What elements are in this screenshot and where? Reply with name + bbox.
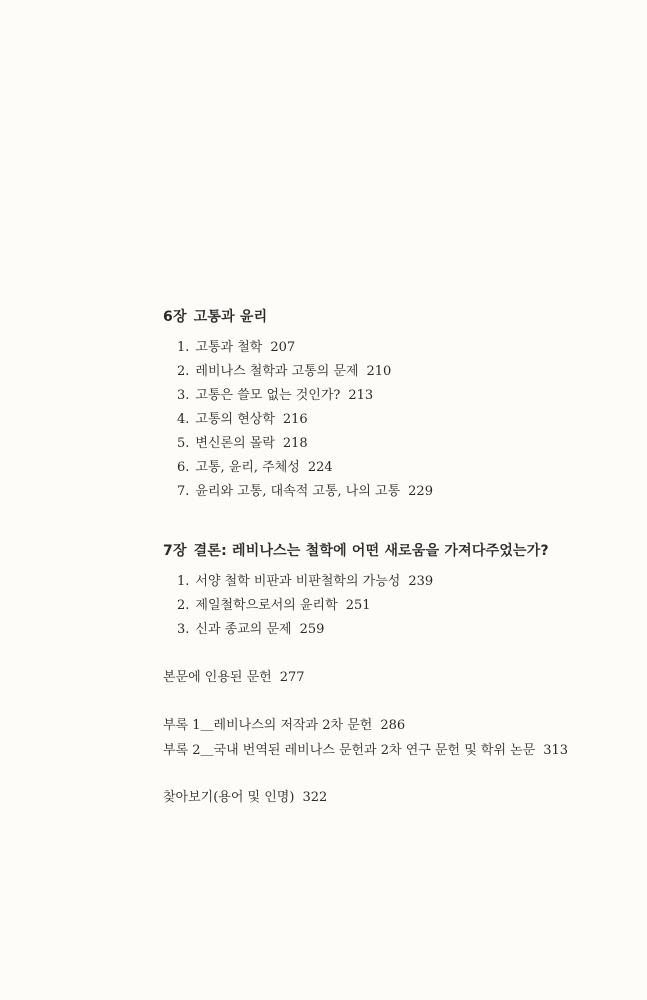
toc-item	[177, 594, 623, 618]
entry-page: 322	[302, 790, 328, 805]
item-page: 210	[366, 364, 392, 379]
toc-entry-references	[163, 666, 305, 690]
item-title: 서양 철학 비판과 비판철학의 가능성	[195, 574, 401, 589]
item-title: 윤리와 고통, 대속적 고통, 나의 고통	[195, 484, 401, 499]
item-number: 1.	[177, 574, 190, 589]
item-title: 고통은 쓸모 없는 것인가?	[195, 388, 341, 403]
chapter-6-number: 6장	[163, 309, 187, 325]
entry-title: 본문에 인용된 문헌	[163, 670, 272, 685]
toc-item	[177, 432, 623, 456]
item-number: 5.	[177, 436, 190, 451]
toc-entry-index	[163, 786, 327, 810]
item-title: 레비나스 철학과 고통의 문제	[195, 364, 359, 379]
item-number: 2.	[177, 598, 190, 613]
item-number: 2.	[177, 364, 190, 379]
item-page: 259	[299, 622, 325, 637]
entry-title: 부록 2＿국내 번역된 레비나스 문헌과 2차 연구 문헌 및 학위 논문	[163, 743, 536, 758]
item-number: 3.	[177, 388, 190, 403]
item-number: 7.	[177, 484, 190, 499]
item-page: 229	[408, 484, 433, 499]
toc-item	[177, 408, 623, 432]
chapter-7-number: 7장	[163, 543, 187, 559]
entry-page: 286	[380, 718, 406, 733]
toc-item	[177, 336, 623, 360]
chapter-6-title: 고통과 윤리	[193, 309, 268, 325]
entry-title: 찾아보기(용어 및 인명)	[163, 790, 295, 805]
chapter-7	[163, 540, 623, 642]
item-title: 고통, 윤리, 주체성	[195, 460, 300, 475]
item-number: 3.	[177, 622, 190, 637]
toc-item	[177, 360, 623, 384]
toc-item	[177, 570, 623, 594]
item-title: 제일철학으로서의 윤리학	[195, 598, 338, 613]
entry-title: 부록 1＿레비나스의 저작과 2차 문헌	[163, 718, 373, 733]
toc-item	[177, 618, 623, 642]
toc-item	[177, 456, 623, 480]
item-title: 신과 종교의 문제	[195, 622, 292, 637]
chapter-6-heading	[163, 306, 623, 326]
entry-page: 277	[279, 670, 305, 685]
toc-entry-appendix-2	[163, 739, 568, 763]
toc-item	[177, 384, 623, 408]
item-page: 224	[307, 460, 333, 475]
item-page: 251	[345, 598, 371, 613]
item-page: 218	[282, 436, 308, 451]
item-number: 1.	[177, 340, 190, 355]
chapter-7-heading	[163, 540, 623, 560]
item-title: 변신론의 몰락	[195, 436, 275, 451]
chapter-7-title: 결론: 레비나스는 철학에 어떤 새로움을 가져다주었는가?	[193, 543, 549, 559]
item-number: 4.	[177, 412, 190, 427]
item-number: 6.	[177, 460, 190, 475]
chapter-6-items	[163, 336, 623, 504]
item-page: 213	[348, 388, 374, 403]
chapter-6	[163, 306, 623, 504]
chapter-7-items	[163, 570, 623, 642]
toc-entry-appendix-1	[163, 714, 405, 738]
toc-item	[177, 480, 623, 504]
item-title: 고통의 현상학	[195, 412, 275, 427]
item-page: 239	[408, 574, 434, 589]
item-page: 216	[282, 412, 308, 427]
item-page: 207	[270, 340, 296, 355]
item-title: 고통과 철학	[195, 340, 263, 355]
entry-page: 313	[543, 743, 569, 758]
